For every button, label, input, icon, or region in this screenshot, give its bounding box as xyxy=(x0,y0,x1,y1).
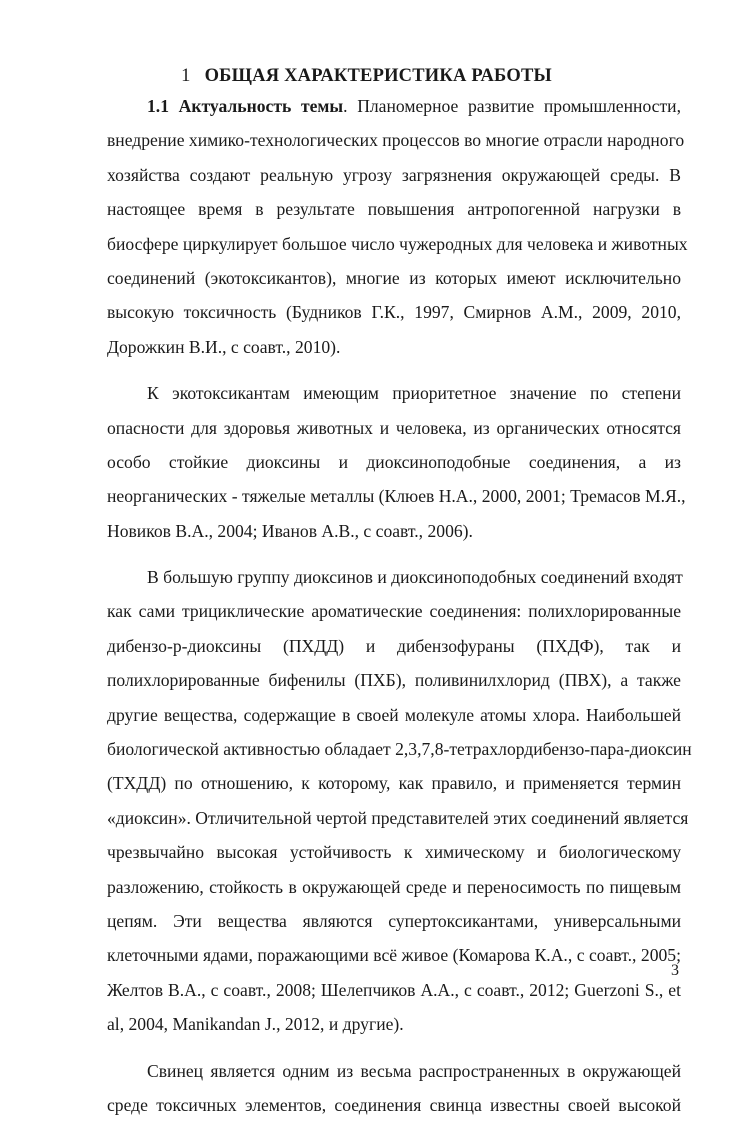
paragraph-3-line: биологической активностью обладает 2,3,7,8-тетрахлордибензо-пара-диоксин xyxy=(107,739,692,760)
subsection-lead: 1.1 Актуальность темы xyxy=(147,96,344,116)
paragraph-3-line: дибензо-р-диоксины (ПХДД) и дибензофураны (ПХДФ), так и xyxy=(107,635,681,656)
paragraph-3-line: al, 2004, Manikandan J., 2012, и другие). xyxy=(107,1014,404,1035)
section-number: 1 xyxy=(181,66,191,86)
paragraph-3-line: чрезвычайно высокая устойчивость к химическому и биологическому xyxy=(107,842,681,863)
paragraph-3-line: «диоксин». Отличительной чертой представителей этих соединений является xyxy=(107,807,689,828)
body-text xyxy=(107,89,692,1122)
paragraph-3-line: клеточными ядами, поражающими всё живое (Комарова К.А., с соавт., 2005; xyxy=(107,945,681,966)
paragraph-1-line: настоящее время в результате повышения антропогенной нагрузки в xyxy=(107,199,681,220)
paragraph-3-line: другие вещества, содержащие в своей молекуле атомы хлора. Наибольшей xyxy=(107,704,681,725)
paragraph-2-line: неорганических - тяжелые металлы (Клюев Н.А., 2000, 2001; Тремасов М.Я., xyxy=(107,486,686,507)
paragraph-gap xyxy=(107,364,681,376)
paragraph-3-line: Желтов В.А., с соавт., 2008; Шелепчиков А.А., с соавт., 2012; Guerzoni S., et xyxy=(107,979,681,1000)
paragraph-gap xyxy=(107,548,681,560)
paragraph-4-line: Свинец является одним из весьма распространенных в окружающей xyxy=(147,1060,681,1081)
paragraph-3-line: полихлорированные бифенилы (ПХБ), поливинилхлорид (ПВХ), а также xyxy=(107,670,681,691)
paragraph-gap xyxy=(107,1042,681,1054)
paragraph-1-line: хозяйства создают реальную угрозу загрязнения окружающей среды. В xyxy=(107,164,681,185)
paragraph-1-line: соединений (экотоксикантов), многие из которых имеют исключительно xyxy=(107,267,681,288)
paragraph-2-line: особо стойкие диоксины и диоксиноподобные соединения, а из xyxy=(107,451,681,472)
paragraph-3-line: В большую группу диоксинов и диоксиноподобных соединений входят xyxy=(147,567,683,588)
paragraph-1-line: биосфере циркулирует большое число чужеродных для человека и животных xyxy=(107,233,688,254)
paragraph-3-line: цепям. Эти вещества являются супертоксикантами, универсальными xyxy=(107,910,681,931)
paragraph-2-line: К экотоксикантам имеющим приоритетное значение по степени xyxy=(147,383,681,404)
paragraph-1-line: высокую токсичность (Будников Г.К., 1997, Смирнов А.М., 2009, 2010, xyxy=(107,302,681,323)
page-number: 3 xyxy=(671,962,679,979)
paragraph-4-line: среде токсичных элементов, соединения свинца известны своей высокой xyxy=(107,1094,681,1115)
section-heading xyxy=(0,66,733,87)
paragraph-2-line: опасности для здоровья животных и человека, из органических относятся xyxy=(107,417,681,438)
paragraph-1-line-1: 1.1 Актуальность темы. Планомерное развитие промышленности, xyxy=(147,96,681,116)
paragraph-3-line: разложению, стойкость в окружающей среде и переносимость по пищевым xyxy=(107,876,681,897)
paragraph-1-line: Дорожкин В.И., с соавт., 2010). xyxy=(107,336,341,357)
section-title: ОБЩАЯ ХАРАКТЕРИСТИКА РАБОТЫ xyxy=(204,66,552,86)
paragraph-3-line: (ТХДД) по отношению, к которому, как правило, и применяется термин xyxy=(107,773,681,794)
paragraph-1-line: внедрение химико-технологических процессов во многие отрасли народного xyxy=(107,130,685,151)
paragraph-2-line: Новиков В.А., 2004; Иванов А.В., с соавт., 2006). xyxy=(107,520,473,541)
paragraph-3-line: как сами трициклические ароматические соединения: полихлорированные xyxy=(107,601,681,622)
